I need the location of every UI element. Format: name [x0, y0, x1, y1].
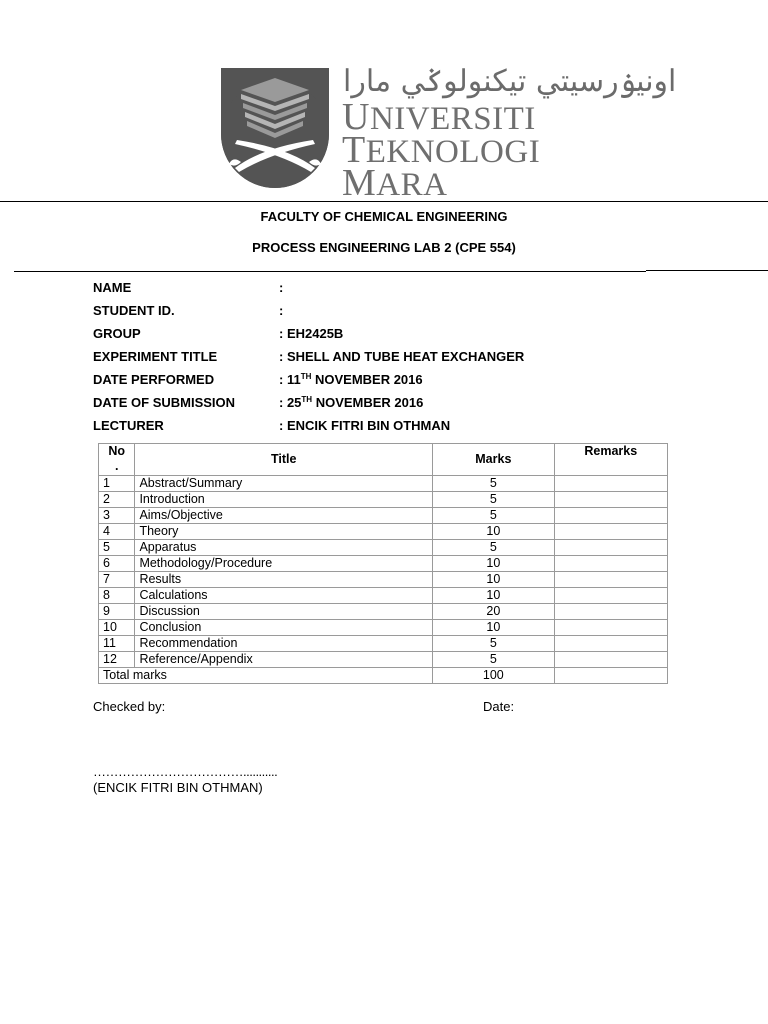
student-id-value: : [279, 303, 284, 318]
row-remarks [554, 588, 667, 604]
group-label: GROUP [93, 326, 141, 341]
header-marks: Marks [433, 444, 554, 476]
row-no: 11 [99, 636, 135, 652]
header-no: No . [99, 444, 135, 476]
uitm-emblem-icon [221, 68, 329, 190]
table-row [99, 492, 668, 508]
row-remarks [554, 636, 667, 652]
row-no: 4 [99, 524, 135, 540]
jawi-script-name: اونيۏرسيتي تيكنولوݢي مارا [343, 64, 677, 99]
university-logo [221, 64, 677, 204]
lecturer-label: LECTURER [93, 418, 164, 433]
row-title: Discussion [135, 604, 433, 620]
experiment-title-label: EXPERIMENT TITLE [93, 349, 218, 364]
row-title: Results [135, 572, 433, 588]
name-value: : [279, 280, 284, 295]
row-no: 8 [99, 588, 135, 604]
table-row [99, 604, 668, 620]
table-row [99, 556, 668, 572]
row-remarks [554, 540, 667, 556]
row-no: 6 [99, 556, 135, 572]
row-title: Aims/Objective [135, 508, 433, 524]
row-marks: 5 [433, 492, 554, 508]
table-row [99, 636, 668, 652]
student-id-label: STUDENT ID. [93, 303, 175, 318]
table-row [99, 508, 668, 524]
row-no: 10 [99, 620, 135, 636]
row-title: Recommendation [135, 636, 433, 652]
header-title: Title [135, 444, 433, 476]
total-remarks-cell [554, 668, 667, 684]
row-marks: 5 [433, 476, 554, 492]
table-row [99, 652, 668, 668]
date-submission-label: DATE OF SUBMISSION [93, 395, 236, 410]
bottom-rule-right [646, 270, 768, 271]
table-row [99, 588, 668, 604]
row-title: Apparatus [135, 540, 433, 556]
row-no: 2 [99, 492, 135, 508]
row-marks: 5 [433, 540, 554, 556]
row-remarks [554, 652, 667, 668]
row-remarks [554, 572, 667, 588]
row-no: 7 [99, 572, 135, 588]
row-marks: 10 [433, 556, 554, 572]
row-marks: 5 [433, 508, 554, 524]
table-row [99, 476, 668, 492]
row-remarks [554, 492, 667, 508]
group-value: : EH2425B [279, 326, 344, 341]
date-label: Date: [483, 699, 515, 714]
checked-by-label: Checked by: [93, 699, 166, 714]
row-remarks [554, 556, 667, 572]
table-header-row [99, 444, 668, 476]
row-remarks [554, 620, 667, 636]
bottom-rule [14, 271, 646, 272]
row-title: Methodology/Procedure [135, 556, 433, 572]
total-value: 100 [433, 668, 554, 684]
table-row [99, 540, 668, 556]
header-remarks: Remarks [554, 444, 667, 476]
total-row [99, 668, 668, 684]
row-title: Conclusion [135, 620, 433, 636]
row-title: Abstract/Summary [135, 476, 433, 492]
date-performed-label: DATE PERFORMED [93, 372, 215, 387]
logo-word-mara: MARA [342, 162, 448, 204]
logo-word-universiti: UNIVERSITI [342, 96, 536, 138]
row-title: Reference/Appendix [135, 652, 433, 668]
row-title: Theory [135, 524, 433, 540]
faculty-heading: FACULTY OF CHEMICAL ENGINEERING [260, 209, 508, 224]
row-marks: 5 [433, 636, 554, 652]
name-label: NAME [93, 280, 132, 295]
row-remarks [554, 604, 667, 620]
row-marks: 5 [433, 652, 554, 668]
signature-line: ………………………………........... [93, 764, 278, 779]
lecturer-signature-name: (ENCIK FITRI BIN OTHMAN) [93, 780, 263, 795]
course-heading: PROCESS ENGINEERING LAB 2 (CPE 554) [252, 240, 516, 255]
row-marks: 10 [433, 524, 554, 540]
row-no: 12 [99, 652, 135, 668]
date-performed-value: : 11TH NOVEMBER 2016 [279, 372, 423, 387]
row-title: Introduction [135, 492, 433, 508]
row-no: 5 [99, 540, 135, 556]
table-row [99, 524, 668, 540]
row-marks: 10 [433, 572, 554, 588]
row-remarks [554, 524, 667, 540]
logo-word-teknologi: TEKNOLOGI [342, 129, 541, 171]
top-rule [0, 201, 430, 202]
row-no: 9 [99, 604, 135, 620]
row-marks: 10 [433, 620, 554, 636]
top-rule-right [430, 201, 768, 202]
table-row [99, 572, 668, 588]
row-marks: 10 [433, 588, 554, 604]
lecturer-value: : ENCIK FITRI BIN OTHMAN [279, 418, 451, 433]
row-title: Calculations [135, 588, 433, 604]
row-remarks [554, 476, 667, 492]
row-remarks [554, 508, 667, 524]
row-no: 1 [99, 476, 135, 492]
marks-table [98, 443, 668, 684]
table-row [99, 620, 668, 636]
total-label: Total marks [99, 668, 433, 684]
row-no: 3 [99, 508, 135, 524]
row-marks: 20 [433, 604, 554, 620]
date-submission-value: : 25TH NOVEMBER 2016 [279, 395, 424, 410]
experiment-title-value: : SHELL AND TUBE HEAT EXCHANGER [279, 349, 525, 364]
